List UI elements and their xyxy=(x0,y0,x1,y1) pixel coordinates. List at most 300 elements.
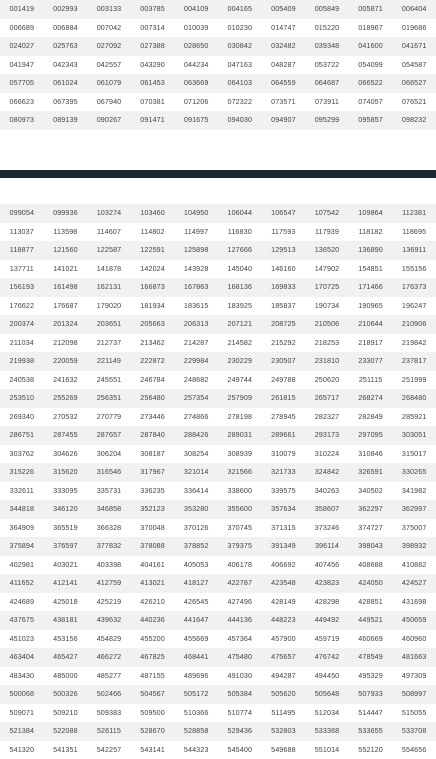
table-cell: 485000 xyxy=(44,667,88,686)
table-cell: 444136 xyxy=(218,611,262,630)
table-cell: 007042 xyxy=(87,19,131,38)
table-cell: 287657 xyxy=(87,426,131,445)
table-cell: 424527 xyxy=(392,574,436,593)
table-cell: 460669 xyxy=(349,630,393,649)
table-cell: 321733 xyxy=(262,463,306,482)
table-cell: 375894 xyxy=(0,537,44,556)
table-cell: 206313 xyxy=(174,315,218,334)
table-cell: 044234 xyxy=(174,56,218,75)
table-cell: 398932 xyxy=(392,537,436,556)
table-cell: 425219 xyxy=(87,593,131,612)
table-cell: 218917 xyxy=(349,334,393,353)
table-cell: 410882 xyxy=(392,556,436,575)
table-cell: 185837 xyxy=(262,297,306,316)
table-cell: 129513 xyxy=(262,241,306,260)
table-cell: 316546 xyxy=(87,463,131,482)
table-cell: 208725 xyxy=(262,315,306,334)
table-cell: 438181 xyxy=(44,611,88,630)
table-cell: 287840 xyxy=(131,426,175,445)
table-cell: 544323 xyxy=(174,741,218,759)
table-cell: 137711 xyxy=(0,260,44,279)
table-row xyxy=(0,445,436,464)
table-cell: 143928 xyxy=(174,260,218,279)
table-cell: 250620 xyxy=(305,371,349,390)
table-cell: 528858 xyxy=(174,722,218,741)
table-cell: 514447 xyxy=(349,704,393,723)
table-cell: 310224 xyxy=(305,445,349,464)
table-row xyxy=(0,371,436,390)
table-cell: 268274 xyxy=(349,389,393,408)
table-cell: 169833 xyxy=(262,278,306,297)
table-cell: 136911 xyxy=(392,241,436,260)
table-cell: 491030 xyxy=(218,667,262,686)
table-cell: 257354 xyxy=(174,389,218,408)
table-row xyxy=(0,611,436,630)
table-cell: 552120 xyxy=(349,741,393,759)
table-cell: 478549 xyxy=(349,648,393,667)
table-cell: 005849 xyxy=(305,0,349,19)
table-cell: 451023 xyxy=(0,630,44,649)
table-cell: 231810 xyxy=(305,352,349,371)
table-cell: 256351 xyxy=(87,389,131,408)
table-row xyxy=(0,648,436,667)
table-cell: 549688 xyxy=(262,741,306,759)
table-cell: 509210 xyxy=(44,704,88,723)
table-cell: 109864 xyxy=(349,204,393,223)
table-cell: 315226 xyxy=(0,463,44,482)
table-cell: 441647 xyxy=(174,611,218,630)
table-cell: 497309 xyxy=(392,667,436,686)
table-row xyxy=(0,426,436,445)
table-cell: 412141 xyxy=(44,574,88,593)
table-cell: 336235 xyxy=(131,482,175,501)
table-cell: 303762 xyxy=(0,445,44,464)
table-cell: 459719 xyxy=(305,630,349,649)
table-cell: 377832 xyxy=(87,537,131,556)
table-cell: 042557 xyxy=(87,56,131,75)
table-cell: 355600 xyxy=(218,500,262,519)
table-row xyxy=(0,0,436,19)
table-cell: 257909 xyxy=(218,389,262,408)
table-cell: 061079 xyxy=(87,74,131,93)
table-cell: 500068 xyxy=(0,685,44,704)
table-cell: 155156 xyxy=(392,260,436,279)
table-cell: 310079 xyxy=(262,445,306,464)
table-cell: 094907 xyxy=(262,111,306,130)
table-cell: 176687 xyxy=(44,297,88,316)
table-cell: 289031 xyxy=(218,426,262,445)
table-cell: 027092 xyxy=(87,37,131,56)
table-cell: 070381 xyxy=(131,93,175,112)
table-cell: 003785 xyxy=(131,0,175,19)
table-cell: 406692 xyxy=(262,556,306,575)
table-cell: 061453 xyxy=(131,74,175,93)
table-cell: 107542 xyxy=(305,204,349,223)
table-cell: 500326 xyxy=(44,685,88,704)
table-cell: 542257 xyxy=(87,741,131,759)
table-cell: 205663 xyxy=(131,315,175,334)
table-cell: 041600 xyxy=(349,37,393,56)
table-cell: 505172 xyxy=(174,685,218,704)
table-cell: 241632 xyxy=(44,371,88,390)
table-row xyxy=(0,93,436,112)
table-cell: 147902 xyxy=(305,260,349,279)
table-cell: 255269 xyxy=(44,389,88,408)
table-cell: 426210 xyxy=(131,593,175,612)
table-cell: 321566 xyxy=(218,463,262,482)
table-cell: 106547 xyxy=(262,204,306,223)
table-cell: 248682 xyxy=(174,371,218,390)
table-cell: 352123 xyxy=(131,500,175,519)
table-cell: 457900 xyxy=(262,630,306,649)
table-cell: 532803 xyxy=(262,722,306,741)
table-cell: 404161 xyxy=(131,556,175,575)
table-cell: 338600 xyxy=(218,482,262,501)
table-cell: 308254 xyxy=(174,445,218,464)
table-cell: 018967 xyxy=(349,19,393,38)
table-cell: 269340 xyxy=(0,408,44,427)
table-cell: 095857 xyxy=(349,111,393,130)
table-row xyxy=(0,278,436,297)
table-cell: 190734 xyxy=(305,297,349,316)
table-cell: 073911 xyxy=(305,93,349,112)
table-cell: 067395 xyxy=(44,93,88,112)
table-cell: 370745 xyxy=(218,519,262,538)
table-cell: 010230 xyxy=(218,19,262,38)
table-cell: 176622 xyxy=(0,297,44,316)
table-cell: 408688 xyxy=(349,556,393,575)
table-cell: 428149 xyxy=(262,593,306,612)
table-cell: 428851 xyxy=(349,593,393,612)
table-row xyxy=(0,389,436,408)
table-cell: 545400 xyxy=(218,741,262,759)
table-cell: 353280 xyxy=(174,500,218,519)
table-cell: 218253 xyxy=(305,334,349,353)
table-cell: 005409 xyxy=(262,0,306,19)
table-cell: 379375 xyxy=(218,537,262,556)
table-cell: 376597 xyxy=(44,537,88,556)
table-cell: 240538 xyxy=(0,371,44,390)
table-cell: 001419 xyxy=(0,0,44,19)
table-cell: 251999 xyxy=(392,371,436,390)
table-cell: 168136 xyxy=(218,278,262,297)
table-cell: 475657 xyxy=(262,648,306,667)
table-cell: 346858 xyxy=(87,500,131,519)
table-cell: 505384 xyxy=(218,685,262,704)
table-cell: 554656 xyxy=(392,741,436,759)
table-cell: 357634 xyxy=(262,500,306,519)
table-cell: 509071 xyxy=(0,704,44,723)
table-cell: 336414 xyxy=(174,482,218,501)
table-cell: 190965 xyxy=(349,297,393,316)
table-cell: 229984 xyxy=(174,352,218,371)
table-cell: 449492 xyxy=(305,611,349,630)
table-cell: 061024 xyxy=(44,74,88,93)
table-cell: 330265 xyxy=(392,463,436,482)
table-cell: 103460 xyxy=(131,204,175,223)
table-cell: 253510 xyxy=(0,389,44,408)
table-cell: 455669 xyxy=(174,630,218,649)
table-cell: 476742 xyxy=(305,648,349,667)
table-row xyxy=(0,334,436,353)
table-cell: 007314 xyxy=(131,19,175,38)
table-cell: 032482 xyxy=(262,37,306,56)
table-cell: 483430 xyxy=(0,667,44,686)
table-cell: 481663 xyxy=(392,648,436,667)
table-cell: 222872 xyxy=(131,352,175,371)
table-cell: 287455 xyxy=(44,426,88,445)
table-cell: 448223 xyxy=(262,611,306,630)
table-row xyxy=(0,685,436,704)
table-cell: 214582 xyxy=(218,334,262,353)
table-cell: 495329 xyxy=(349,667,393,686)
table-cell: 286751 xyxy=(0,426,44,445)
table-cell: 440236 xyxy=(131,611,175,630)
table-cell: 002993 xyxy=(44,0,88,19)
table-cell: 072322 xyxy=(218,93,262,112)
table-cell: 048287 xyxy=(262,56,306,75)
table-cell: 468441 xyxy=(174,648,218,667)
table-cell: 282327 xyxy=(305,408,349,427)
table-cell: 533655 xyxy=(349,722,393,741)
table-cell: 246784 xyxy=(131,371,175,390)
table-cell: 098232 xyxy=(392,111,436,130)
table-cell: 457364 xyxy=(218,630,262,649)
table-cell: 114997 xyxy=(174,223,218,242)
table-cell: 156193 xyxy=(0,278,44,297)
table-row xyxy=(0,408,436,427)
table-cell: 423823 xyxy=(305,574,349,593)
table-cell: 418127 xyxy=(174,574,218,593)
table-cell: 289661 xyxy=(262,426,306,445)
table-cell: 358607 xyxy=(305,500,349,519)
table-cell: 375007 xyxy=(392,519,436,538)
table-cell: 230507 xyxy=(262,352,306,371)
table-cell: 215292 xyxy=(262,334,306,353)
table-cell: 004165 xyxy=(218,0,262,19)
table-cell: 261815 xyxy=(262,389,306,408)
table-cell: 146160 xyxy=(262,260,306,279)
table-cell: 465427 xyxy=(44,648,88,667)
table-cell: 141021 xyxy=(44,260,88,279)
table-cell: 533708 xyxy=(392,722,436,741)
table-cell: 136520 xyxy=(305,241,349,260)
table-cell: 278945 xyxy=(262,408,306,427)
table-cell: 066527 xyxy=(392,74,436,93)
table-cell: 526115 xyxy=(87,722,131,741)
table-cell: 508997 xyxy=(392,685,436,704)
table-cell: 362297 xyxy=(349,500,393,519)
table-row xyxy=(0,297,436,316)
table-cell: 509383 xyxy=(87,704,131,723)
table-cell: 245551 xyxy=(87,371,131,390)
table-cell: 485277 xyxy=(87,667,131,686)
table-cell: 423548 xyxy=(262,574,306,593)
table-cell: 210906 xyxy=(392,315,436,334)
table-cell: 460960 xyxy=(392,630,436,649)
table-cell: 039348 xyxy=(305,37,349,56)
table-cell: 249788 xyxy=(262,371,306,390)
table-cell: 522088 xyxy=(44,722,88,741)
table-cell: 489696 xyxy=(174,667,218,686)
table-cell: 090267 xyxy=(87,111,131,130)
table-cell: 453156 xyxy=(44,630,88,649)
table-row xyxy=(0,630,436,649)
table-row xyxy=(0,741,436,759)
table-cell: 340263 xyxy=(305,482,349,501)
table-cell: 391349 xyxy=(262,537,306,556)
table-row xyxy=(0,500,436,519)
table-cell: 127666 xyxy=(218,241,262,260)
table-cell: 176373 xyxy=(392,278,436,297)
table-cell: 455200 xyxy=(131,630,175,649)
table-cell: 211034 xyxy=(0,334,44,353)
table-cell: 201324 xyxy=(44,315,88,334)
table-row xyxy=(0,556,436,575)
table-cell: 166873 xyxy=(131,278,175,297)
table-cell: 118182 xyxy=(349,223,393,242)
table-cell: 118695 xyxy=(392,223,436,242)
table-cell: 310846 xyxy=(349,445,393,464)
table-cell: 030842 xyxy=(218,37,262,56)
table-cell: 256480 xyxy=(131,389,175,408)
table-cell: 270532 xyxy=(44,408,88,427)
table-cell: 015220 xyxy=(305,19,349,38)
table-row xyxy=(0,74,436,93)
table-cell: 362997 xyxy=(392,500,436,519)
table-cell: 268480 xyxy=(392,389,436,408)
table-cell: 136890 xyxy=(349,241,393,260)
table-cell: 374727 xyxy=(349,519,393,538)
table-cell: 162131 xyxy=(87,278,131,297)
table-cell: 315017 xyxy=(392,445,436,464)
table-row xyxy=(0,519,436,538)
table-cell: 428298 xyxy=(305,593,349,612)
top-number-table xyxy=(0,0,436,130)
table-cell: 340502 xyxy=(349,482,393,501)
table-cell: 073571 xyxy=(262,93,306,112)
table-cell: 179020 xyxy=(87,297,131,316)
table-cell: 104950 xyxy=(174,204,218,223)
table-cell: 067940 xyxy=(87,93,131,112)
table-cell: 515055 xyxy=(392,704,436,723)
table-cell: 427496 xyxy=(218,593,262,612)
table-row xyxy=(0,37,436,56)
table-cell: 326591 xyxy=(349,463,393,482)
table-cell: 370048 xyxy=(131,519,175,538)
table-cell: 095299 xyxy=(305,111,349,130)
table-cell: 122591 xyxy=(131,241,175,260)
table-cell: 116830 xyxy=(218,223,262,242)
table-cell: 221149 xyxy=(87,352,131,371)
table-cell: 364909 xyxy=(0,519,44,538)
table-row xyxy=(0,204,436,223)
table-cell: 183925 xyxy=(218,297,262,316)
table-cell: 365519 xyxy=(44,519,88,538)
table-cell: 196247 xyxy=(392,297,436,316)
table-cell: 463404 xyxy=(0,648,44,667)
table-cell: 339575 xyxy=(262,482,306,501)
table-cell: 112381 xyxy=(392,204,436,223)
table-cell: 306204 xyxy=(87,445,131,464)
table-cell: 424689 xyxy=(0,593,44,612)
table-cell: 450659 xyxy=(392,611,436,630)
table-cell: 332611 xyxy=(0,482,44,501)
table-cell: 219842 xyxy=(392,334,436,353)
table-cell: 004109 xyxy=(174,0,218,19)
table-cell: 099936 xyxy=(44,204,88,223)
table-cell: 076521 xyxy=(392,93,436,112)
table-cell: 047163 xyxy=(218,56,262,75)
table-cell: 014747 xyxy=(262,19,306,38)
table-cell: 278198 xyxy=(218,408,262,427)
table-cell: 413021 xyxy=(131,574,175,593)
table-cell: 507933 xyxy=(349,685,393,704)
table-row xyxy=(0,19,436,38)
table-row xyxy=(0,352,436,371)
table-cell: 053722 xyxy=(305,56,349,75)
table-cell: 541351 xyxy=(44,741,88,759)
table-cell: 113037 xyxy=(0,223,44,242)
table-cell: 237817 xyxy=(392,352,436,371)
table-cell: 091675 xyxy=(174,111,218,130)
table-cell: 308939 xyxy=(218,445,262,464)
table-cell: 285921 xyxy=(392,408,436,427)
table-cell: 114802 xyxy=(131,223,175,242)
table-cell: 233077 xyxy=(349,352,393,371)
table-cell: 282849 xyxy=(349,408,393,427)
table-cell: 425018 xyxy=(44,593,88,612)
table-cell: 210506 xyxy=(305,315,349,334)
table-cell: 219938 xyxy=(0,352,44,371)
table-cell: 543141 xyxy=(131,741,175,759)
table-cell: 273446 xyxy=(131,408,175,427)
table-cell: 373246 xyxy=(305,519,349,538)
table-cell: 467825 xyxy=(131,648,175,667)
table-cell: 551014 xyxy=(305,741,349,759)
table-cell: 154851 xyxy=(349,260,393,279)
table-cell: 406178 xyxy=(218,556,262,575)
table-cell: 321014 xyxy=(174,463,218,482)
table-cell: 071206 xyxy=(174,93,218,112)
table-cell: 403021 xyxy=(44,556,88,575)
table-cell: 505648 xyxy=(305,685,349,704)
table-row xyxy=(0,463,436,482)
table-row xyxy=(0,223,436,242)
table-cell: 398043 xyxy=(349,537,393,556)
table-cell: 324842 xyxy=(305,463,349,482)
table-cell: 117593 xyxy=(262,223,306,242)
table-cell: 210644 xyxy=(349,315,393,334)
table-cell: 475480 xyxy=(218,648,262,667)
table-cell: 449521 xyxy=(349,611,393,630)
table-cell: 145040 xyxy=(218,260,262,279)
table-cell: 510774 xyxy=(218,704,262,723)
bottom-number-table xyxy=(0,204,436,759)
table-cell: 080973 xyxy=(0,111,44,130)
table-cell: 422787 xyxy=(218,574,262,593)
table-cell: 308187 xyxy=(131,445,175,464)
table-cell: 042343 xyxy=(44,56,88,75)
table-cell: 142024 xyxy=(131,260,175,279)
table-cell: 510366 xyxy=(174,704,218,723)
table-cell: 063669 xyxy=(174,74,218,93)
table-cell: 315620 xyxy=(44,463,88,482)
table-cell: 106044 xyxy=(218,204,262,223)
table-cell: 341982 xyxy=(392,482,436,501)
table-cell: 265717 xyxy=(305,389,349,408)
table-cell: 213462 xyxy=(131,334,175,353)
